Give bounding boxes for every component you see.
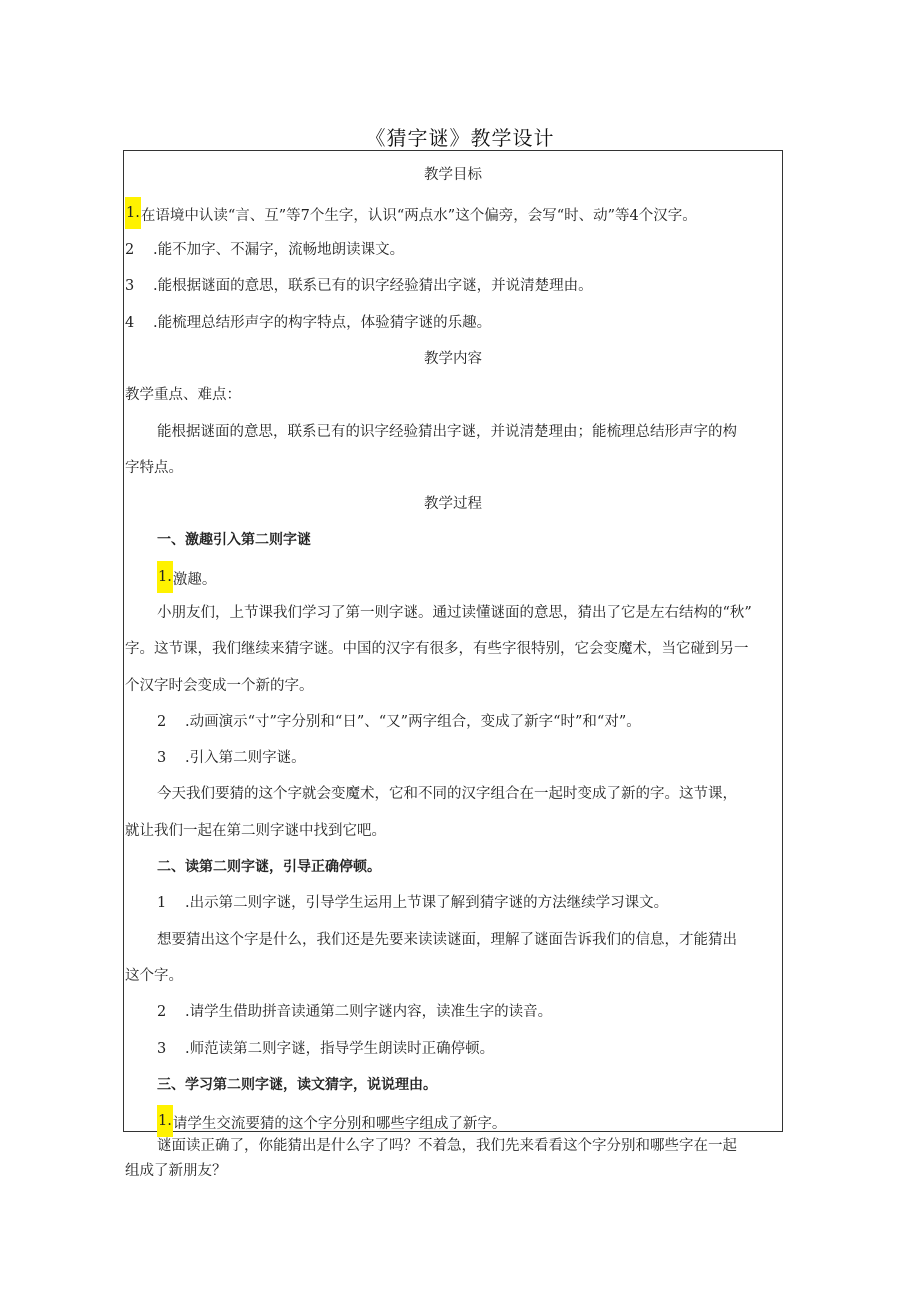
goal-1 [125, 203, 775, 229]
goal-2-text: .能不加字、不漏字，流畅地朗读课文。 [153, 242, 405, 258]
section-1-item-1-text: 激趣。 [172, 572, 217, 588]
section-1-item-3-text: .引入第二则字谜。 [185, 750, 306, 766]
after-table-line-1: 谜面读正确了，你能猜出是什么字了吗？不着急，我们先来看看这个字分别和哪些字在一起 [157, 1138, 737, 1154]
section-2-item-2 [157, 1002, 807, 1022]
goals-heading: 教学目标 [424, 167, 482, 183]
section-2-heading: 二、读第二则字谜，引导正确停顿。 [157, 859, 381, 875]
key-points-label: 教学重点、难点： [125, 387, 241, 403]
section-1-para2-line-1: 今天我们要猜的这个字就会变魔术，它和不同的汉字组合在一起时变成了新的字。这节课， [157, 786, 737, 802]
section-1-heading: 一、激趣引入第二则字谜 [157, 532, 311, 548]
goal-2-number: 2 [125, 242, 135, 258]
section-2-item-1-text: .出示第二则字谜，引导学生运用上节课了解到猜字谜的方法继续学习课文。 [185, 895, 669, 911]
section-1-para-line-3: 个汉字时会变成一个新的字。 [125, 678, 314, 694]
section-1-para-line-2: 字。这节课，我们继续来猜字谜。中国的汉字有很多，有些字很特别，它会变魔术，当它碰到另一 [125, 641, 749, 657]
section-1-item-3 [157, 748, 807, 768]
goal-1-text: 在语境中认读“言、互”等7个生字，认识“两点水”这个偏旁，会写“时、动”等4个汉字。 [140, 208, 697, 224]
section-3-item-1 [157, 1111, 807, 1137]
section-2-para-line-1: 想要猜出这个字是什么，我们还是先要来读读谜面，理解了谜面告诉我们的信息，才能猜出 [157, 932, 737, 948]
goal-4-text: .能梳理总结形声字的构字特点，体验猜字谜的乐趣。 [153, 315, 492, 331]
section-1-item-2-number: 2 [157, 714, 167, 730]
section-2-item-3-text: .师范读第二则字谜，指导学生朗读时正确停顿。 [185, 1041, 495, 1057]
section-2-item-2-text: .请学生借助拼音读通第二则字谜内容，读准生字的读音。 [185, 1004, 553, 1020]
content-heading: 教学内容 [424, 351, 482, 367]
section-2-item-2-number: 2 [157, 1004, 167, 1020]
section-3-heading: 三、学习第二则字谜，读文猜字，说说理由。 [157, 1077, 437, 1093]
section-1-item-3-number: 3 [157, 750, 167, 766]
section-1-item-2-text: .动画演示“寸”字分别和“日”、“又”两字组合，变成了新字“时”和“对”。 [185, 714, 641, 730]
after-table-line-2: 组成了新朋友？ [125, 1163, 227, 1179]
section-1-item-1 [157, 567, 807, 593]
section-1-item-2 [157, 712, 807, 732]
goal-3-text: .能根据谜面的意思，联系已有的识字经验猜出字谜，并说清楚理由。 [153, 278, 593, 294]
goal-4 [125, 313, 775, 333]
process-heading: 教学过程 [424, 496, 482, 512]
goal-3 [125, 276, 775, 296]
section-2-item-3 [157, 1039, 807, 1059]
section-2-item-3-number: 3 [157, 1041, 167, 1057]
section-2-para-line-2: 这个字。 [125, 968, 183, 984]
key-points-line-1: 能根据谜面的意思，联系已有的识字经验猜出字谜，并说清楚理由；能梳理总结形声字的构 [157, 424, 737, 440]
goal-4-number: 4 [125, 315, 135, 331]
goal-3-number: 3 [125, 278, 135, 294]
section-3-item-1-text: 请学生交流要猜的这个字分别和哪些字组成了新字。 [172, 1116, 507, 1132]
goal-1-number: 1. [125, 197, 141, 229]
section-1-item-1-number: 1. [157, 561, 173, 593]
section-2-item-1 [157, 893, 807, 913]
section-1-para-line-1: 小朋友们，上节课我们学习了第一则字谜。通过读懂谜面的意思，猜出了它是左右结构的“秋” [157, 605, 752, 621]
section-1-para2-line-2: 就让我们一起在第二则字谜中找到它吧。 [125, 823, 386, 839]
section-2-item-1-number: 1 [157, 895, 167, 911]
section-3-item-1-number: 1. [157, 1105, 173, 1137]
document-title: 《猜字谜》教学设计 [365, 126, 555, 150]
key-points-line-2: 字特点。 [125, 460, 183, 476]
goal-2 [125, 240, 775, 260]
